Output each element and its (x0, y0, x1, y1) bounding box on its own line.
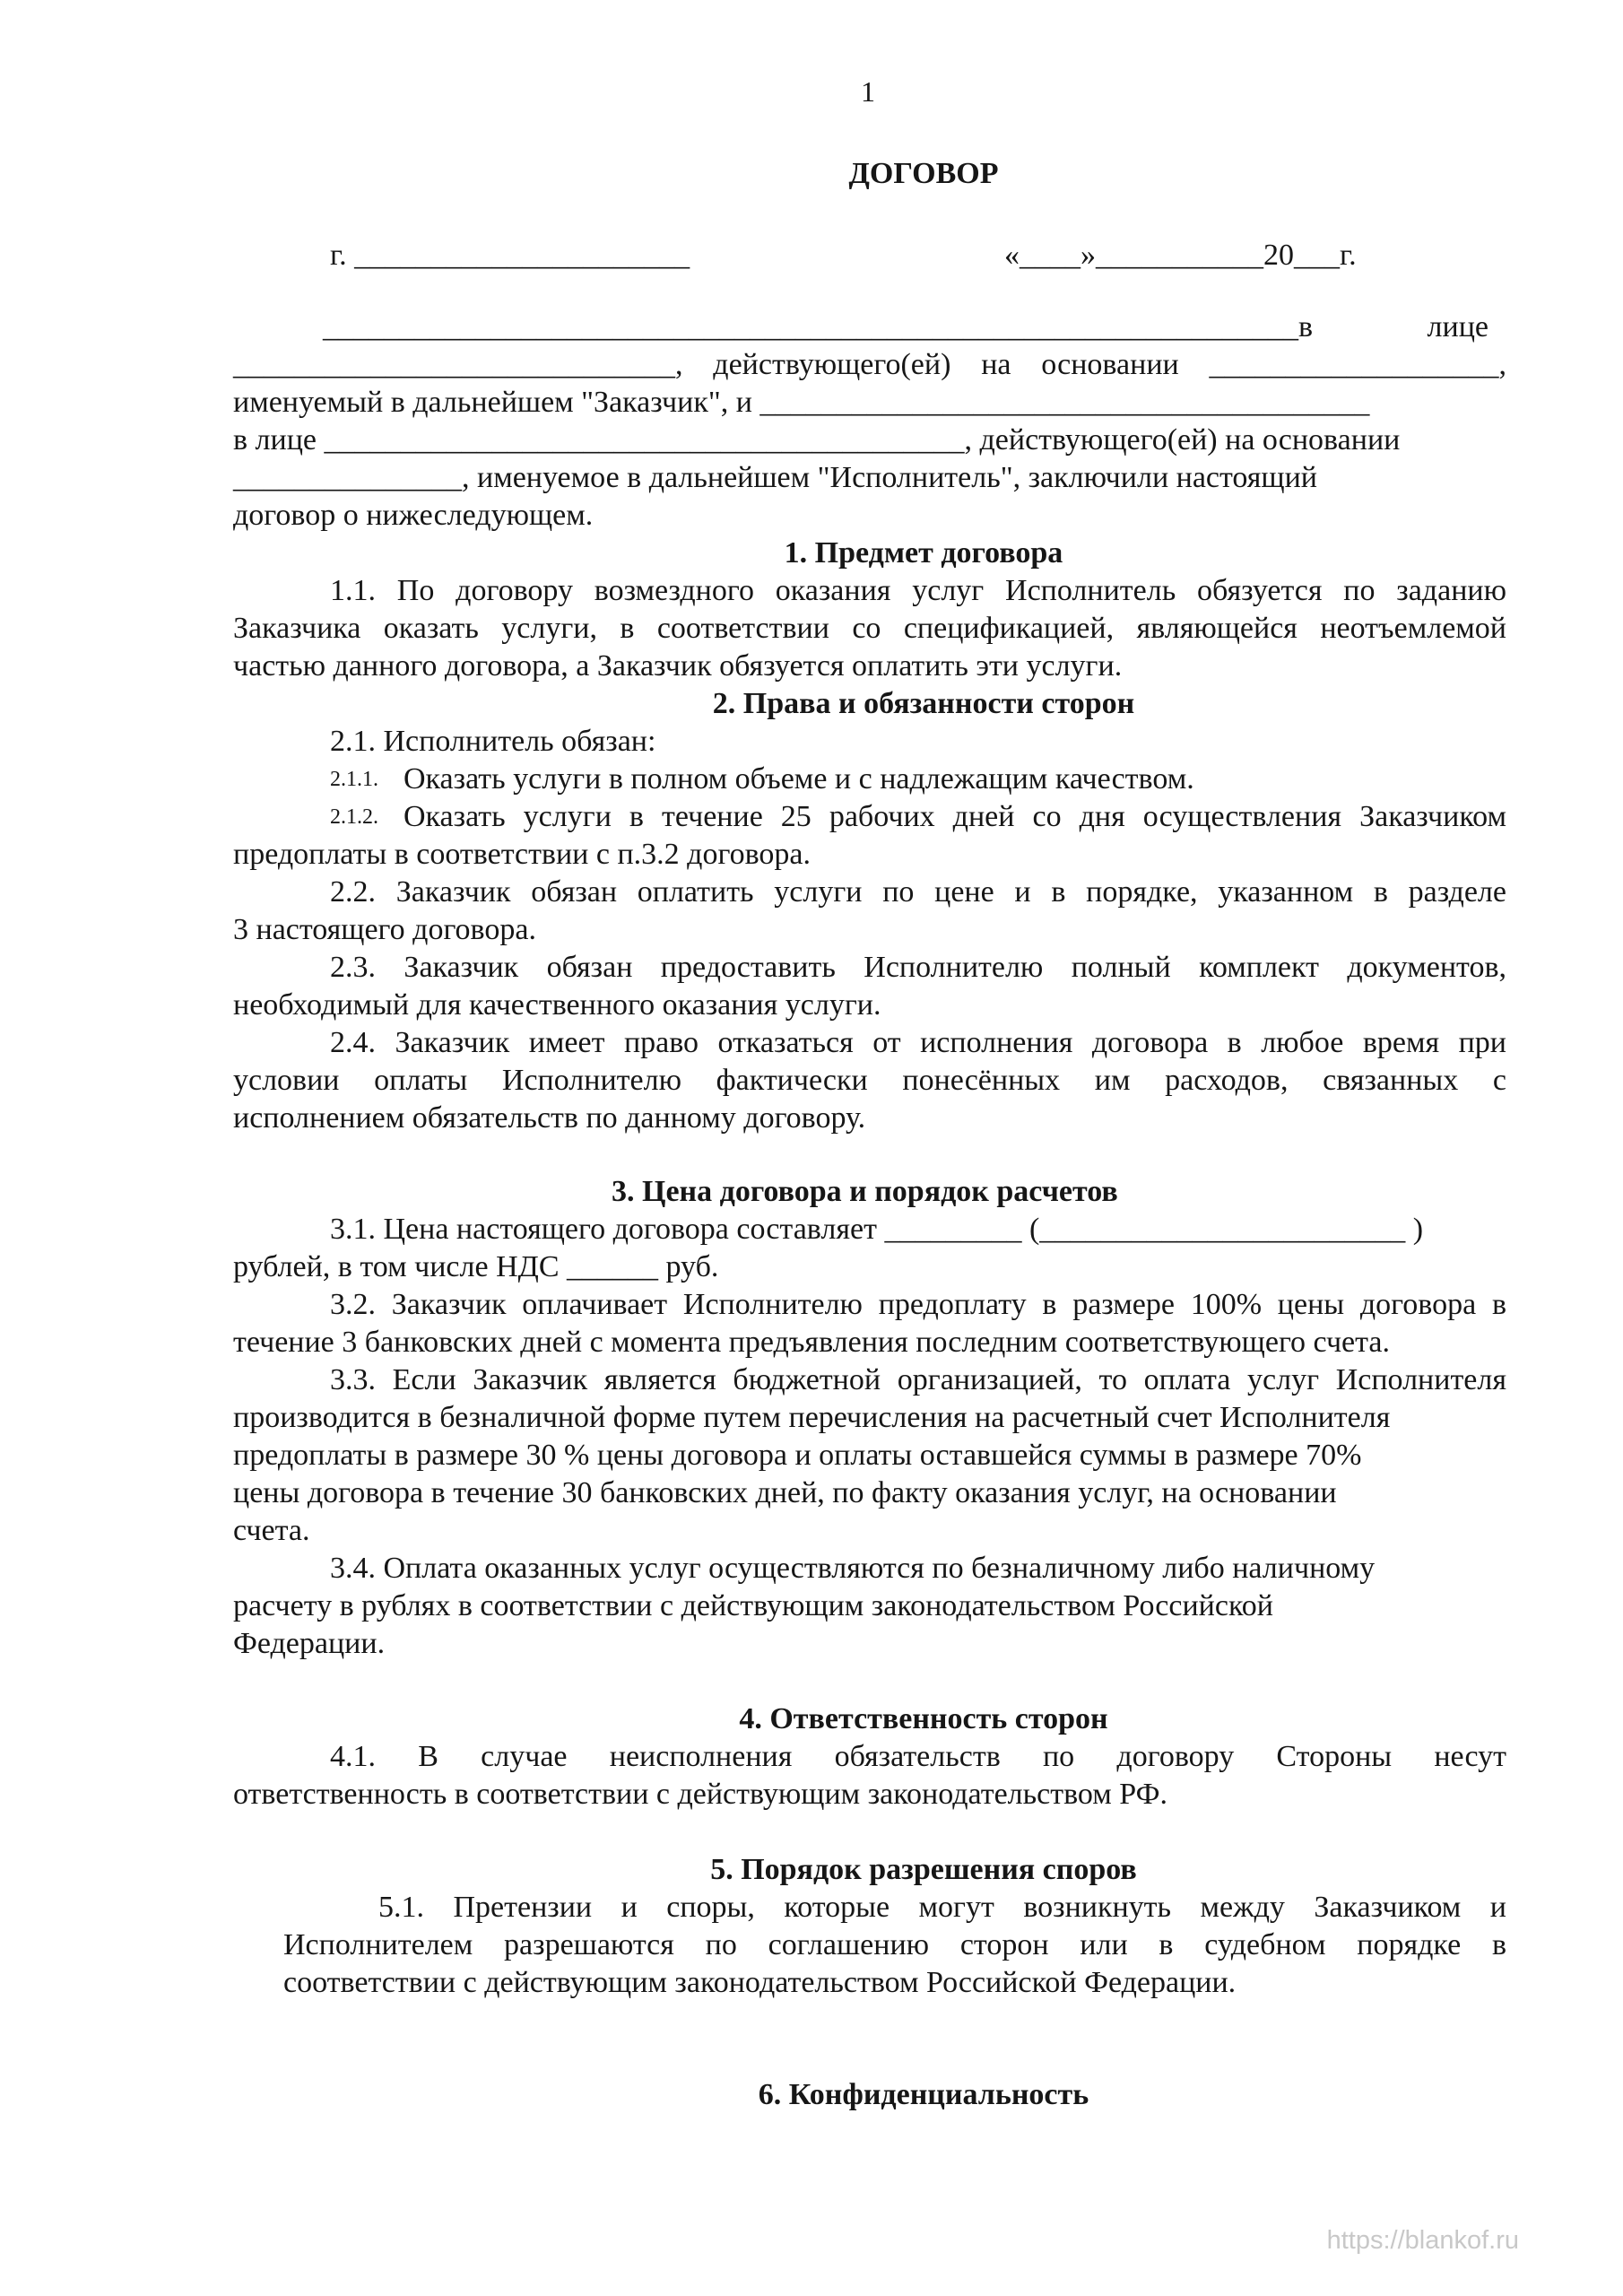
section-line: 2.1. Исполнитель обязан: (330, 725, 656, 758)
section-line: предоплаты в размере 30 % цены договора и оплаты оставшейся суммы в размере 70% (233, 1439, 1362, 1472)
watermark: https://blankof.ru (1326, 2226, 1519, 2255)
section-line: рублей, в том числе НДС ______ руб. (233, 1250, 719, 1283)
section-heading: 2. Права и обязанности сторон (712, 687, 1135, 720)
section-line: Федерации. (233, 1627, 386, 1660)
section-line: цены договора в течение 30 банковских дней, по факту оказания услуг, на основании (233, 1476, 1337, 1509)
preamble-line: ________________________________________________________________в лице (323, 310, 1488, 344)
subclause-number: 2.1.2. (330, 805, 378, 829)
section-line: 2.3. Заказчик обязан предоставить Исполнителю полный комплект документов, (330, 951, 1506, 984)
section-line: условии оплаты Исполнителю фактически понесённых им расходов, связанных с (233, 1064, 1506, 1097)
preamble-line: в лице __________________________________________, действующего(ей) на основании (233, 423, 1401, 457)
section-heading: 1. Предмет договора (784, 536, 1063, 570)
section-line: исполнением обязательств по данному договору. (233, 1101, 866, 1135)
page-number: 1 (861, 75, 875, 108)
section-line: соответствии с действующим законодательством Российской Федерации. (283, 1966, 1237, 1999)
section-line: производится в безналичной форме путем перечисления на расчетный счет Исполнителя (233, 1401, 1391, 1434)
section-line: 4.1. В случае неисполнения обязательств по договору Стороны несут (330, 1740, 1506, 1773)
section-line: необходимый для качественного оказания услуги. (233, 988, 881, 1022)
section-heading: 4. Ответственность сторон (739, 1702, 1108, 1735)
section-line: Заказчика оказать услуги, в соответствии со спецификацией, являющейся неотъемлемой (233, 612, 1506, 645)
section-heading: 6. Конфиденциальность (758, 2078, 1089, 2111)
section-line: счета. (233, 1514, 310, 1547)
section-line: 1.1. По договору возмездного оказания услуг Исполнитель обязуется по заданию (330, 574, 1506, 607)
preamble-line: _____________________________, действующего(ей) на основании ___________________, (233, 348, 1506, 381)
section-heading: 3. Цена договора и порядок расчетов (612, 1175, 1118, 1208)
section-line: 2.2. Заказчик обязан оплатить услуги по цене и в порядке, указанном в разделе (330, 875, 1506, 909)
section-line: Исполнителем разрешаются по соглашению сторон или в судебном порядке в (283, 1928, 1506, 1961)
date-field: «____»___________20___г. (1004, 239, 1357, 272)
city-field: г. ______________________ (330, 239, 690, 272)
section-line: 5.1. Претензии и споры, которые могут возникнуть между Заказчиком и (378, 1891, 1506, 1924)
section-line: 3 настоящего договора. (233, 913, 536, 946)
section-line: 2.4. Заказчик имеет право отказаться от исполнения договора в любое время при (330, 1026, 1506, 1059)
section-line: 3.2. Заказчик оплачивает Исполнителю предоплату в размере 100% цены договора в (330, 1288, 1506, 1321)
document-title: ДОГОВОР (848, 157, 999, 190)
section-line: ответственность в соответствии с действующим законодательством РФ. (233, 1778, 1167, 1811)
section-line: 3.3. Если Заказчик является бюджетной организацией, то оплата услуг Исполнителя (330, 1363, 1506, 1396)
preamble-line: договор о нижеследующем. (233, 499, 594, 532)
section-line: расчету в рублях в соответствии с действующим законодательством Российской (233, 1589, 1273, 1622)
preamble-line: _______________, именуемое в дальнейшем "Исполнитель", заключили настоящий (233, 461, 1317, 494)
section-line: течение 3 банковских дней с момента предъявления последним соответствующего счета. (233, 1326, 1391, 1359)
section-line: частью данного договора, а Заказчик обязуется оплатить эти услуги. (233, 649, 1123, 683)
preamble-line: именуемый в дальнейшем "Заказчик", и ________________________________________ (233, 386, 1370, 419)
section-line: 3.1. Цена настоящего договора составляет _________ (________________________ ) (330, 1213, 1424, 1246)
section-line: предоплаты в соответствии с п.3.2 договора. (233, 838, 811, 871)
subclause-number: 2.1.1. (330, 768, 378, 791)
section-line: Оказать услуги в течение 25 рабочих дней со дня осуществления Заказчиком (404, 800, 1506, 833)
section-line: Оказать услуги в полном объеме и с надлежащим качеством. (404, 762, 1194, 796)
section-heading: 5. Порядок разрешения споров (710, 1853, 1137, 1886)
section-line: 3.4. Оплата оказанных услуг осуществляются по безналичному либо наличному (330, 1552, 1376, 1585)
